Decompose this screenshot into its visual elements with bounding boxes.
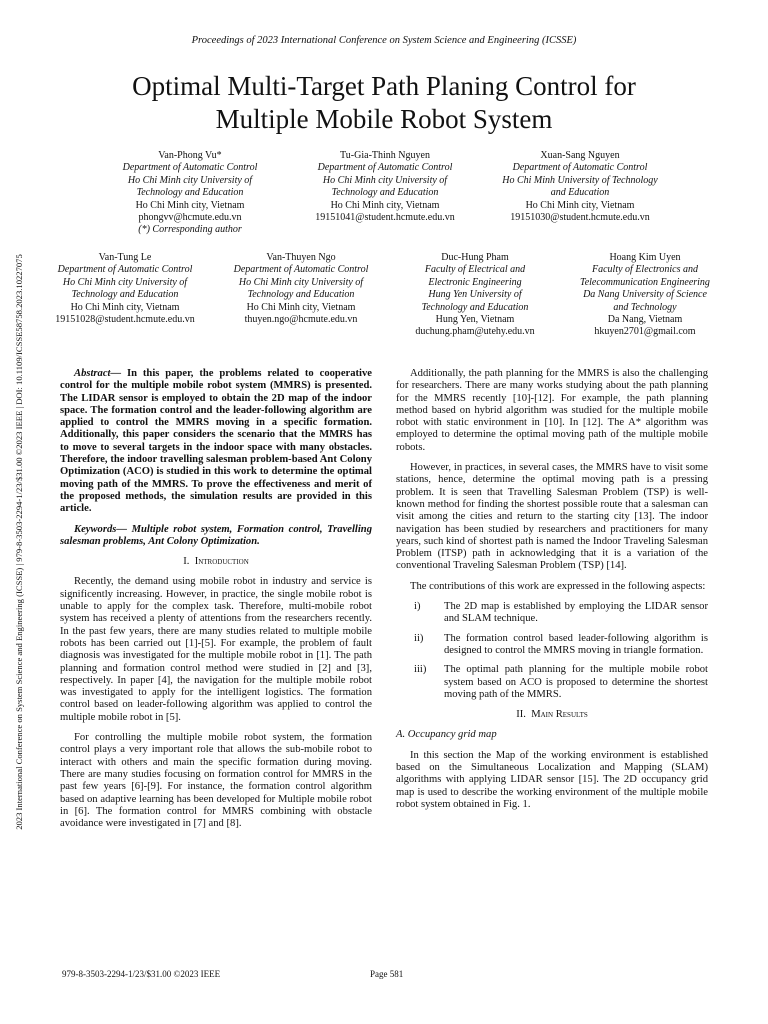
author-block (206, 252, 396, 326)
author-org: Ho Chi Minh city University of (322, 174, 448, 186)
abstract (60, 368, 372, 516)
list-text: The optimal path planning for the multiple mobile robot system based on ACO is proposed to determine the shortest moving path of the MMRS. (444, 664, 708, 700)
section-heading-main-results (396, 709, 708, 721)
author-org: and Technology (613, 301, 677, 313)
author-block (80, 150, 300, 237)
list-number: i) (414, 601, 421, 613)
author-block (385, 252, 565, 339)
author-dept: Department of Automatic Control (57, 264, 193, 276)
author-city: Ho Chi Minh city, Vietnam (525, 199, 635, 211)
author-dept: Telecommunication Engineering (580, 276, 710, 288)
author-block (555, 252, 735, 339)
abstract-label: Abstract— (74, 368, 122, 379)
paragraph: In this section the Map of the working environment is established based on the Simultaneous Localization and Mapping (SLAM) algorithms with applying LIDAR sensor [15]. The 2D occupancy grid map is used to describe the working environment of the multiple mobile robot system obtained in Fig. 1. (396, 749, 708, 810)
keywords-text: Multiple robot system, Formation control, Travelling salesman problems, Ant Colony Optimization. (60, 523, 372, 547)
list-text: The 2D map is established by employing the LIDAR sensor and SLAM technique. (444, 601, 708, 625)
paragraph: Additionally, the path planning for the MMRS is also the challenging for researchers. There are many works studying about the path planning for the MMRS recently [10]-[12]. For example, the path planning method based on hybrid algorithm was studied for the multiple mobile robot with static environment in [10]. In [12]. The A* algorithm was employed to determine the optimal moving path of the multiple mobile robots. (396, 368, 708, 453)
author-city: Ho Chi Minh city, Vietnam (70, 301, 180, 313)
abstract-text: In this paper, the problems related to cooperative control for the multiple mobile robot system (MMRS) is presented. The LIDAR sensor is employed to obtain the 2D map of the indoor space. The formation control and the leader-following algorithm are applied to control the MMRS moving in a specific formation. Additionally, this paper considers the scenario that the MMRS has to move to several targets in the indoor space with many obstacles. Therefore, the indoor travelling salesman problem-based Ant Colony Optimization (ACO) is studied in this work to determine the optimal moving path of the MMRS. To prove the effectiveness and merit of the proposed methods, the simulation results are provided in this article. (60, 368, 372, 515)
author-org: Hung Yen University of (428, 289, 522, 301)
author-org: Ho Chi Minh University of Technology (502, 174, 658, 186)
author-email: 19151041@student.hcmute.edu.vn (315, 212, 455, 224)
author-dept: Electronic Engineering (428, 276, 522, 288)
page-number: Page 581 (370, 969, 404, 979)
author-org: Ho Chi Minh city University of (62, 276, 188, 288)
author-org: Technology and Education (421, 301, 529, 313)
contribution-list-item (396, 664, 708, 701)
doi-sidebar: 2023 International Conference on System Science and Engineering (ICSSE) | 979-8-3503-2294-1/23/$31.00 ©2023 IEEE | DOI: 10.1109/ICSSE58758.2023.10227075 (14, 254, 24, 830)
author-city: Ho Chi Minh city, Vietnam (135, 199, 245, 211)
author-email: hkuyen2701@gmail.com (594, 326, 696, 338)
author-dept: Department of Automatic Control (512, 162, 648, 174)
author-name: Van-Thuyen Ngo (266, 252, 336, 263)
section-number: II. (516, 709, 526, 721)
section-title: Main Results (531, 709, 588, 721)
subsection-heading: A. Occupancy grid map (396, 729, 497, 741)
author-email: 19151030@student.hcmute.edu.vn (510, 212, 650, 224)
author-org: Ho Chi Minh city University of (127, 174, 253, 186)
author-email: 19151028@student.hcmute.edu.vn (55, 314, 195, 326)
author-dept: Department of Automatic Control (317, 162, 453, 174)
list-number: iii) (414, 664, 427, 676)
author-name: Van-Phong Vu* (158, 150, 222, 161)
author-dept: Faculty of Electronics and (592, 264, 698, 276)
author-name: Tu-Gia-Thinh Nguyen (340, 150, 430, 161)
author-org: Da Nang University of Science (583, 289, 707, 301)
author-dept: Faculty of Electrical and (424, 264, 526, 276)
author-name: Xuan-Sang Nguyen (540, 150, 620, 161)
keywords (60, 524, 372, 549)
author-name: Van-Tung Le (98, 252, 152, 263)
contribution-list-item (396, 633, 708, 658)
author-city: Ho Chi Minh city, Vietnam (246, 301, 356, 313)
contribution-list-item (396, 601, 708, 626)
author-block (275, 150, 495, 224)
corresponding-note: (*) Corresponding author (138, 224, 242, 236)
paragraph: However, in practices, in several cases, the MMRS have to visit some stations, hence, determine the optimal moving path is a pressing problem. It is seen that Travelling Salesman Problem (TSP) is well-known method for finding the shortest possible route that a salesman can visit among the cities and return to the starting city [13]. The indoor navigation has been studied by researchers and practitioners for many years, such kind of shortest path is named the Indoor Traveling Salesman Problem (ITSP) path in acknowledging that it is a variation of the conventional Traveling Salesman Problem (TSP) [14]. (396, 462, 708, 572)
proceedings-header: Proceedings of 2023 International Conference on System Science and Engineering (ICSSE) (191, 35, 577, 46)
section-number: I. (183, 556, 190, 568)
author-city: Hung Yen, Vietnam (435, 314, 515, 326)
author-block (470, 150, 690, 224)
author-org: Technology and Education (136, 187, 244, 199)
author-org: Ho Chi Minh city University of (238, 276, 364, 288)
intro-paragraph-1: Recently, the demand using mobile robot in industry and service is significently increasing. However, in practice, the single mobile robot is unable to apply for the complex task. Therefore, multi-mobile robot system has received a plenty of attentions from the researchers recently. In the past few years, there are many studies related to multiple mobile robots has been carried out [1]-[5]. For example, the problem of fault diagnosis was investigated for the multiple mobile robot in [1]. The path planning and formation control method were studied in [2] and [3], respectively. In paper [4], the navigation for the multiple mobile robot was investigated to apply for the intelligent logistics. The formation control based on leader-following algorithm was applied to control the multiple mobile robot in [5]. (60, 576, 372, 723)
author-city: Da Nang, Vietnam (607, 314, 683, 326)
author-org: Technology and Education (247, 289, 355, 301)
author-email: duchung.pham@utehy.edu.vn (415, 326, 535, 338)
keywords-label: Keywords— (74, 523, 127, 535)
title-line-1: Optimal Multi-Target Path Planing Control for (132, 71, 636, 101)
author-email: thuyen.ngo@hcmute.edu.vn (244, 314, 358, 326)
copyright-footer: 979-8-3503-2294-1/23/$31.00 ©2023 IEEE (62, 969, 221, 979)
left-column (60, 368, 372, 838)
list-text: The formation control based leader-following algorithm is designed to control the MMRS moving in triangle formation. (444, 632, 708, 656)
author-city: Ho Chi Minh city, Vietnam (330, 199, 440, 211)
author-dept: Department of Automatic Control (122, 162, 258, 174)
paragraph: The contributions of this work are expressed in the following aspects: (410, 580, 706, 592)
author-dept: Department of Automatic Control (233, 264, 369, 276)
author-name: Duc-Hung Pham (441, 252, 509, 263)
section-title: Introduction (194, 556, 249, 568)
title-line-2: Multiple Mobile Robot System (215, 104, 553, 134)
author-name: Hoang Kim Uyen (609, 252, 681, 263)
author-org: Technology and Education (331, 187, 439, 199)
section-heading-introduction (60, 556, 372, 568)
author-org: and Education (550, 187, 610, 199)
list-number: ii) (414, 632, 424, 644)
author-block (30, 252, 220, 326)
intro-paragraph-2: For controlling the multiple mobile robot system, the formation control plays a very important role that allows the sub-mobile robot to interact with others and main the specific formation during moving. There are many studies focusing on formation control for MMRS in the past few years [6]-[9]. For instance, the formation control algorithm based on adaptive learning has been developed for Multiple mobile robot in [6]. The formation control for MMRS combining with obstacle avoidance were investigated in [7] and [8]. (60, 732, 372, 830)
paper-title (60, 70, 708, 136)
right-column (396, 368, 708, 819)
author-email: phongvv@hcmute.edu.vn (138, 212, 242, 224)
author-org: Technology and Education (71, 289, 179, 301)
